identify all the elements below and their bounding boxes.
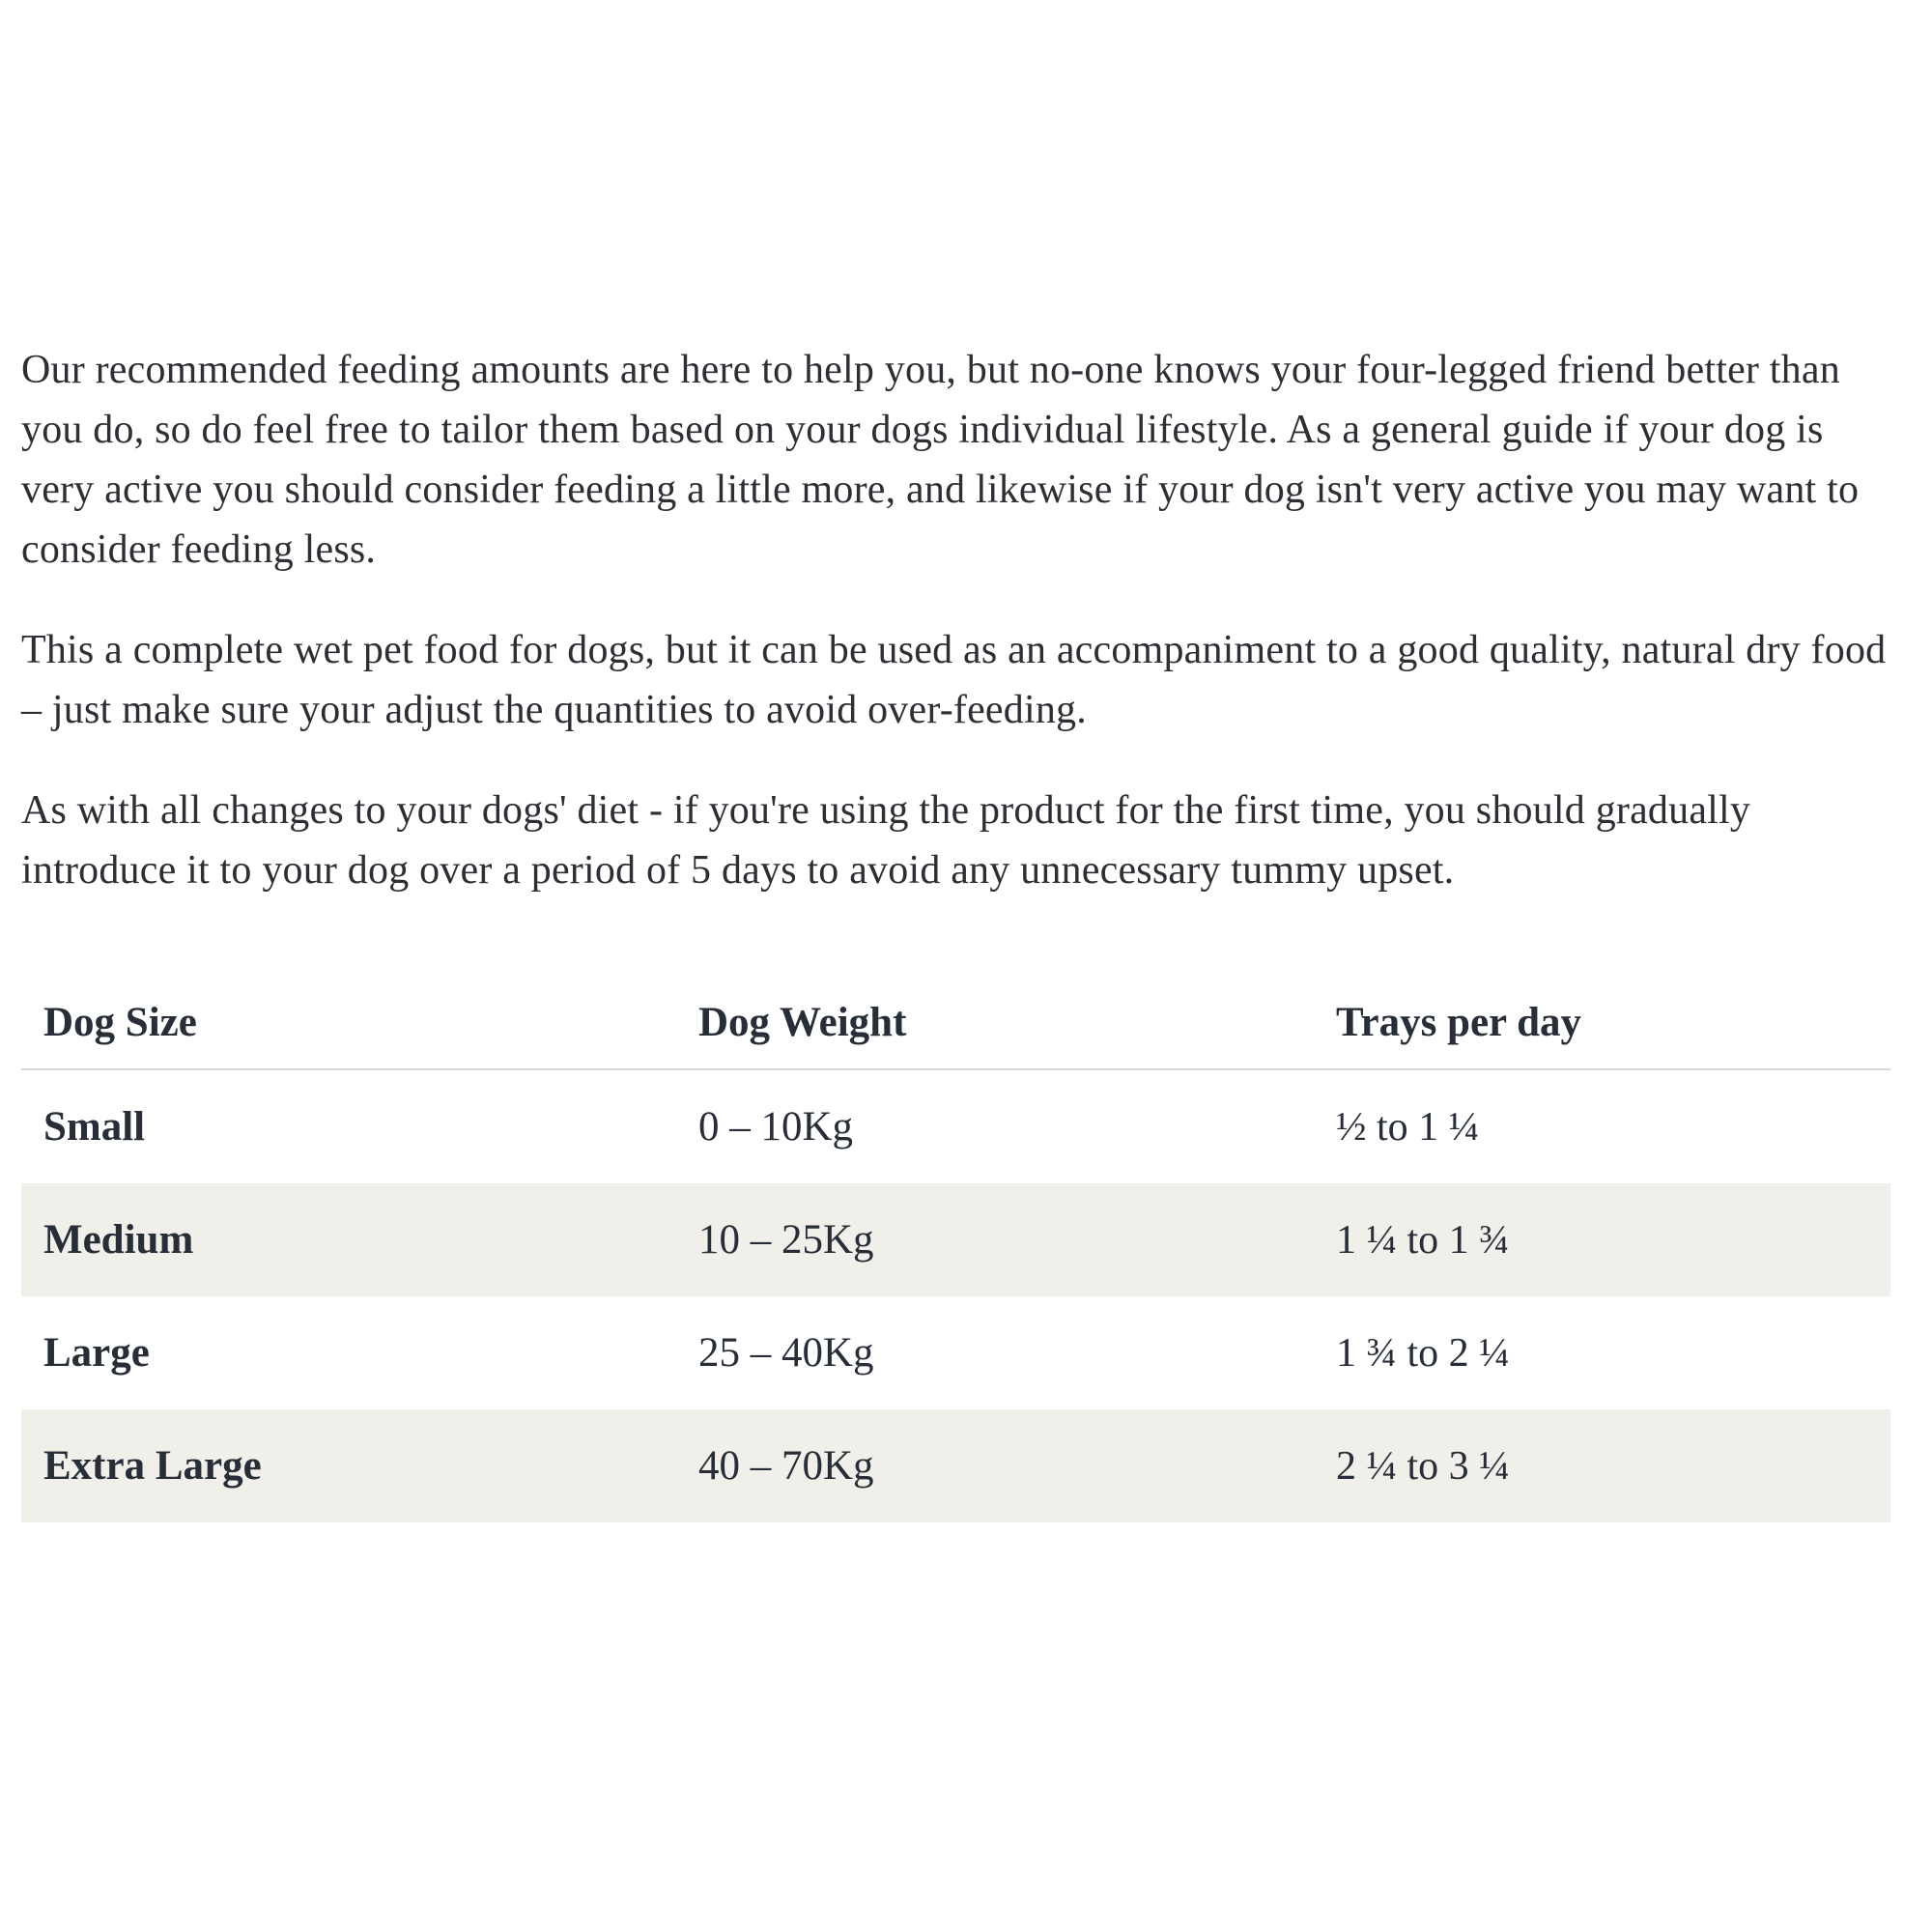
paragraph-feeding-recommendation: Our recommended feeding amounts are here to help you, but no-one knows your four-legged friend better than you do, so do feel free to tailor them based on your dogs individual lifestyle. As a general guide if your dog is very active you should consider feeding a little more, and likewise if your dog isn't very active you may want to consider feeding less.: [21, 348, 1860, 572]
cell-dog-size: Small: [43, 1104, 146, 1150]
column-header-dog-size: Dog Size: [43, 999, 197, 1045]
cell-trays-per-day: 2 ¼ to 3 ¼: [1336, 1443, 1510, 1489]
cell-dog-size: Extra Large: [43, 1443, 262, 1489]
column-header-dog-weight: Dog Weight: [698, 999, 907, 1045]
table-row: [21, 1183, 1890, 1296]
cell-dog-weight: 0 – 10Kg: [698, 1104, 854, 1150]
paragraph-complete-food: This a complete wet pet food for dogs, but it can be used as an accompaniment to a good quality, natural dry food – just make sure your adjust the quantities to avoid over-feeding.: [21, 628, 1887, 732]
cell-dog-size: Medium: [43, 1217, 194, 1263]
table-row: [21, 1296, 1890, 1409]
paragraph-diet-transition: As with all changes to your dogs' diet - if you're using the product for the first time, you should gradually introduce it to your dog over a period of 5 days to avoid any unnecessary tummy upset.: [21, 788, 1751, 893]
cell-dog-size: Large: [43, 1330, 150, 1376]
cell-dog-weight: 25 – 40Kg: [698, 1330, 874, 1376]
cell-trays-per-day: ½ to 1 ¼: [1336, 1104, 1480, 1150]
table-row: [21, 1409, 1890, 1522]
cell-dog-weight: 40 – 70Kg: [698, 1443, 874, 1489]
table-row: [21, 1070, 1890, 1183]
table-header-row: [21, 976, 1890, 1070]
cell-dog-weight: 10 – 25Kg: [698, 1217, 874, 1263]
feeding-table: [21, 976, 1890, 1522]
cell-trays-per-day: 1 ¾ to 2 ¼: [1336, 1330, 1510, 1376]
cell-trays-per-day: 1 ¼ to 1 ¾: [1336, 1217, 1510, 1263]
column-header-trays-per-day: Trays per day: [1336, 999, 1582, 1045]
